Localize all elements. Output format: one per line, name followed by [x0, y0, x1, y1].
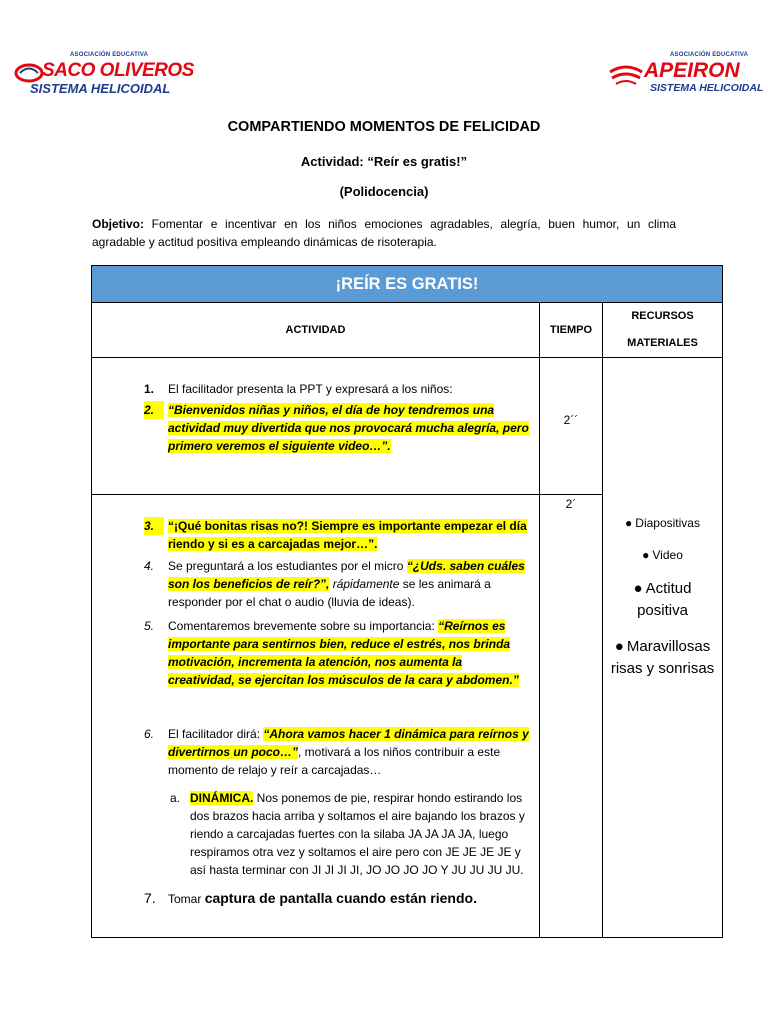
sub-list-item: a. DINÁMICA. Nos ponemos de pie, respirar hondo estirando los dos brazos hacia arriba y soltamos el aire bajando los brazos y riendo a carcajadas fuertes con la silaba JA JA JA JA, luego respiramos otra vez y soltamos el aire pero con JE JE JE JE y así hasta terminar con JI JI JI JI, JO JO JO JO Y JU JU JU JU.: [170, 791, 525, 877]
table-banner: ¡REÍR ES GRATIS!: [92, 266, 723, 303]
item3-text: “¡Qué bonitas risas no?! Siempre es importante empezar el día riendo y si es a carcajadas mejor…”.: [168, 519, 527, 551]
item-number: 4.: [144, 559, 155, 573]
item-number: 3.: [144, 517, 164, 535]
row2-time-cell: [540, 495, 603, 938]
sub-item-label: a.: [170, 791, 181, 805]
item-number: 7.: [144, 890, 156, 906]
saco-oliveros-logo: [14, 52, 194, 96]
logo-left-assoc: ASOCIACIÓN EDUCATIVA: [70, 52, 149, 58]
activity-title: Actividad: “Reír es gratis!”: [300, 154, 468, 169]
list-item: [92, 380, 539, 398]
logo-right-name: APEIRON: [644, 59, 740, 82]
col-header-time: TIEMPO: [540, 303, 603, 358]
page-title: COMPARTIENDO MOMENTOS DE FELICIDAD: [227, 119, 541, 135]
resource-item: ● Maravillosas risas y sonrisas: [603, 636, 722, 680]
logo-right-assoc: ASOCIACIÓN EDUCATIVA: [670, 52, 749, 58]
row1-activity-cell: [92, 358, 540, 495]
resources-cell: [603, 358, 723, 938]
item-number: 1.: [144, 382, 155, 396]
logo-right-sub: SISTEMA HELICOIDAL: [650, 82, 764, 94]
logo-left-sub: SISTEMA HELICOIDAL: [30, 81, 171, 96]
objective-text: Fomentar e incentivar en los niños emociones agradables, alegría, buen humor, un clima agradable y actitud positiva empleando dinámicas de risoterapia.: [92, 217, 676, 249]
row1-time: 2´´: [563, 413, 579, 427]
resource-item: ● Actitud positiva: [603, 578, 722, 622]
row1-time-cell: [540, 358, 603, 495]
list-item: 6. El facilitador dirá: “Ahora vamos hacer 1 dinámica para reírnos y divertirnos un poco…”, motivará a los niños contribuir a este momento de relajo y reír a carcajadas…: [144, 727, 529, 777]
item2-text: “Bienvenidos niñas y niños, el día de hoy tendremos una actividad muy divertida que nos provocará mucha alegría, pero primero veremos el siguiente video…”.: [168, 403, 529, 453]
row2-activity-cell: [92, 495, 540, 938]
apeiron-logo: [606, 52, 764, 96]
item-number: 2.: [144, 401, 164, 419]
col-header-activity: ACTIVIDAD: [92, 303, 540, 358]
list-item: 7. Tomar captura de pantalla cuando están riendo.: [92, 887, 539, 910]
activity-table: [91, 265, 723, 938]
list-item: [92, 401, 539, 455]
col-header-resources-line1: RECURSOS: [631, 310, 694, 322]
resource-item: ● Diapositivas: [603, 516, 722, 530]
subtitle: (Polidocencia): [339, 184, 429, 199]
objective-paragraph: [92, 215, 676, 251]
logo-left-name: SACO OLIVEROS: [42, 60, 194, 81]
objective-label: Objetivo:: [92, 217, 145, 231]
resources-list: [603, 516, 722, 680]
item-number: 6.: [144, 727, 155, 741]
row2-time: 2´: [565, 497, 577, 511]
item1-text: El facilitador presenta la PPT y expresará a los niños:: [168, 382, 453, 396]
col-header-resources-line2: MATERIALES: [627, 337, 698, 349]
list-item: 5. Comentaremos brevemente sobre su importancia: “Reírnos es importante para sentirnos bien, reduce el estrés, nos brinda motivación, incrementa la atención, nos aumenta la creatividad, se ejercitan los músculos de la cara y abdomen.”: [144, 619, 519, 687]
list-item: [92, 517, 539, 553]
apeiron-emblem-icon: [606, 60, 646, 90]
resource-item: ● Video: [603, 548, 722, 562]
item-number: 5.: [144, 619, 155, 633]
list-item: 4. Se preguntará a los estudiantes por el micro “¿Uds. saben cuáles son los beneficios de reír?”, rápidamente se les animará a responder por el chat o audio (lluvia de ideas).: [144, 559, 525, 609]
col-header-resources: [603, 303, 723, 358]
